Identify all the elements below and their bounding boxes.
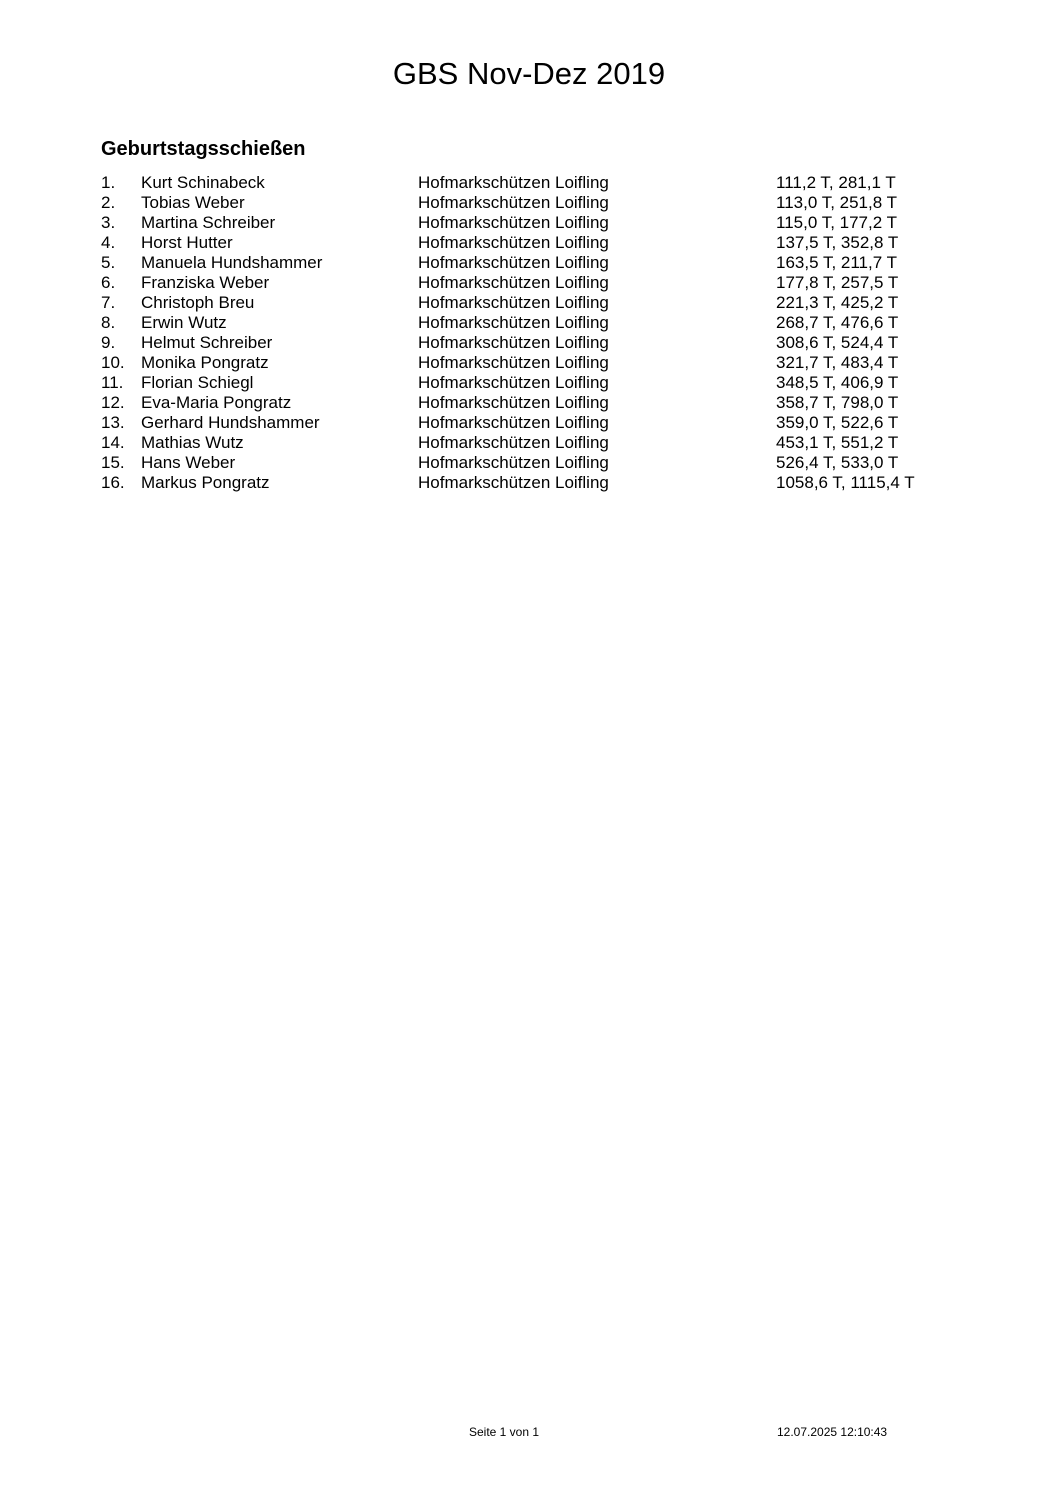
result-name: Hans Weber [141, 453, 236, 472]
result-name: Tobias Weber [141, 193, 245, 212]
result-club: Hofmarkschützen Loifling [418, 373, 609, 392]
result-rank: 10. [101, 353, 125, 372]
result-club: Hofmarkschützen Loifling [418, 453, 609, 472]
print-timestamp: 12.07.2025 12:10:43 [777, 1425, 888, 1439]
result-club: Hofmarkschützen Loifling [418, 293, 609, 312]
result-row [101, 433, 961, 453]
result-club: Hofmarkschützen Loifling [418, 273, 609, 292]
result-score: 111,2 T, 281,1 T [776, 173, 896, 192]
section-heading: Geburtstagsschießen [101, 138, 306, 160]
result-club: Hofmarkschützen Loifling [418, 213, 609, 232]
result-name: Helmut Schreiber [141, 333, 273, 352]
result-name: Franziska Weber [141, 273, 270, 292]
result-name: Horst Hutter [141, 233, 233, 252]
page-title: GBS Nov-Dez 2019 [392, 56, 666, 91]
result-name: Kurt Schinabeck [141, 173, 265, 192]
result-score: 321,7 T, 483,4 T [776, 353, 899, 372]
result-score: 113,0 T, 251,8 T [776, 193, 897, 212]
result-row [101, 393, 961, 413]
result-row [101, 253, 961, 273]
result-club: Hofmarkschützen Loifling [418, 233, 609, 252]
result-name: Christoph Breu [141, 293, 255, 312]
result-score: 137,5 T, 352,8 T [776, 233, 899, 252]
result-score: 358,7 T, 798,0 T [776, 393, 899, 412]
result-score: 163,5 T, 211,7 T [776, 253, 897, 272]
result-row [101, 233, 961, 253]
result-club: Hofmarkschützen Loifling [418, 313, 609, 332]
result-rank: 14. [101, 433, 125, 452]
result-score: 115,0 T, 177,2 T [776, 213, 897, 232]
result-rank: 13. [101, 413, 125, 432]
result-club: Hofmarkschützen Loifling [418, 473, 609, 492]
result-score: 268,7 T, 476,6 T [776, 313, 899, 332]
result-row [101, 213, 961, 233]
result-rank: 2. [101, 193, 116, 212]
result-row [101, 333, 961, 353]
result-name: Monika Pongratz [141, 353, 269, 372]
result-rank: 11. [101, 373, 124, 392]
result-row [101, 373, 961, 393]
result-club: Hofmarkschützen Loifling [418, 173, 609, 192]
result-club: Hofmarkschützen Loifling [418, 353, 609, 372]
result-club: Hofmarkschützen Loifling [418, 413, 609, 432]
result-name: Gerhard Hundshammer [141, 413, 320, 432]
result-score: 177,8 T, 257,5 T [776, 273, 899, 292]
result-rank: 6. [101, 273, 116, 292]
result-row [101, 273, 961, 293]
result-row [101, 313, 961, 333]
result-rank: 16. [101, 473, 125, 492]
page-number: Seite 1 von 1 [468, 1425, 540, 1439]
result-score: 1058,6 T, 1115,4 T [776, 473, 915, 492]
result-rank: 15. [101, 453, 125, 472]
result-rank: 5. [101, 253, 116, 272]
result-name: Eva-Maria Pongratz [141, 393, 292, 412]
result-row [101, 353, 961, 373]
result-score: 221,3 T, 425,2 T [776, 293, 899, 312]
result-score: 348,5 T, 406,9 T [776, 373, 899, 392]
result-score: 308,6 T, 524,4 T [776, 333, 899, 352]
result-row [101, 193, 961, 213]
result-club: Hofmarkschützen Loifling [418, 193, 609, 212]
result-rank: 7. [101, 293, 116, 312]
result-row [101, 293, 961, 313]
result-rank: 9. [101, 333, 116, 352]
result-club: Hofmarkschützen Loifling [418, 393, 609, 412]
result-row [101, 413, 961, 433]
result-name: Markus Pongratz [141, 473, 270, 492]
result-rank: 8. [101, 313, 116, 332]
result-name: Erwin Wutz [141, 313, 227, 332]
results-list [101, 173, 961, 493]
result-club: Hofmarkschützen Loifling [418, 433, 609, 452]
result-rank: 1. [101, 173, 116, 192]
result-score: 526,4 T, 533,0 T [776, 453, 899, 472]
result-name: Florian Schiegl [141, 373, 254, 392]
result-rank: 3. [101, 213, 116, 232]
result-name: Manuela Hundshammer [141, 253, 323, 272]
result-club: Hofmarkschützen Loifling [418, 333, 609, 352]
result-score: 359,0 T, 522,6 T [776, 413, 899, 432]
result-rank: 12. [101, 393, 125, 412]
result-row [101, 473, 961, 493]
result-score: 453,1 T, 551,2 T [776, 433, 899, 452]
result-name: Mathias Wutz [141, 433, 244, 452]
result-row [101, 453, 961, 473]
result-row [101, 173, 961, 193]
result-name: Martina Schreiber [141, 213, 276, 232]
result-rank: 4. [101, 233, 116, 252]
result-club: Hofmarkschützen Loifling [418, 253, 609, 272]
